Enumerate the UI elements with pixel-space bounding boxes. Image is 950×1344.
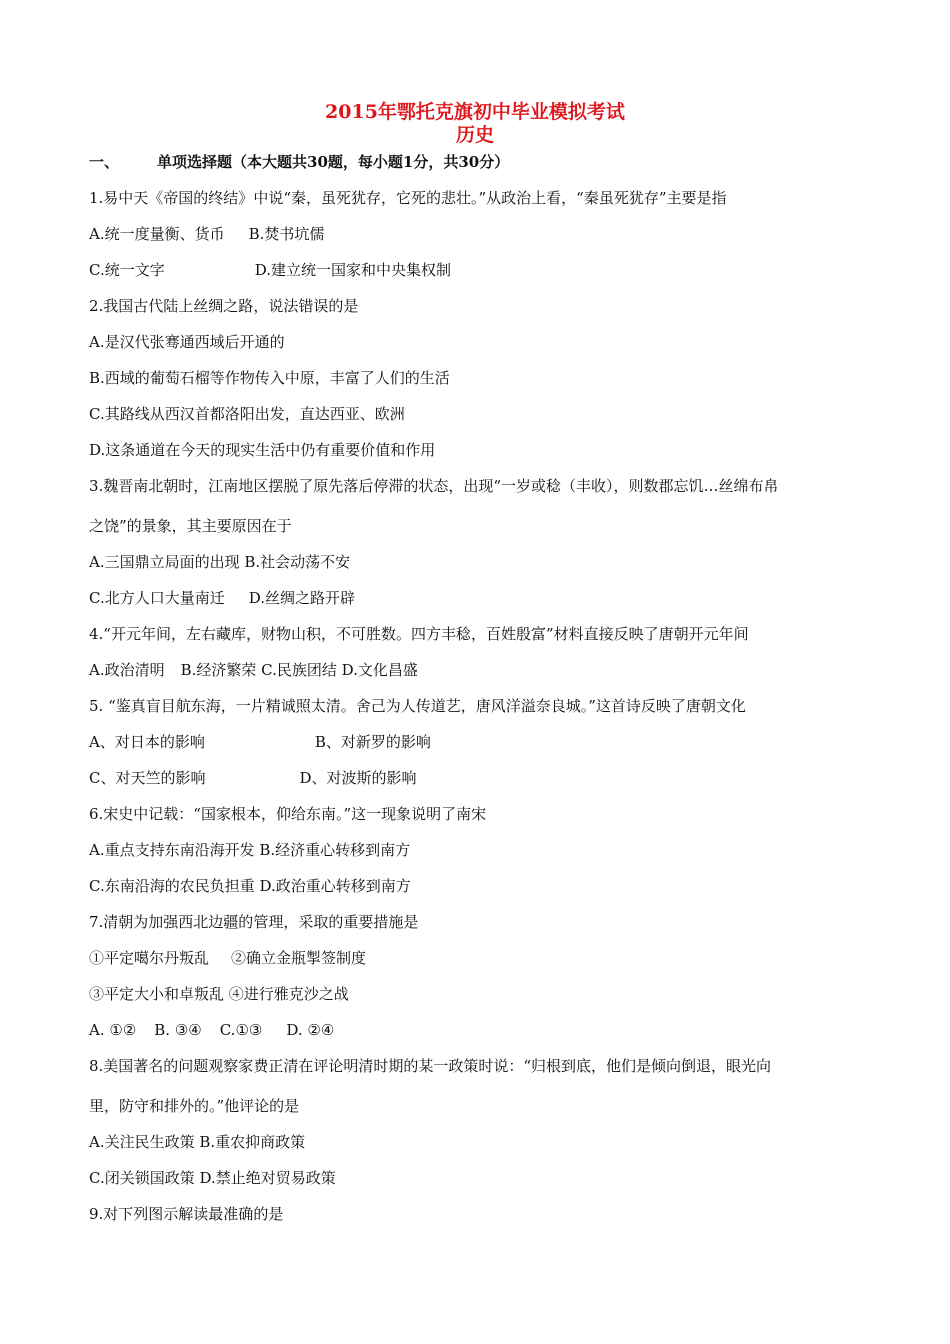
- section-number: 一、: [89, 153, 120, 171]
- item-1: ①平定噶尔丹叛乱: [89, 949, 210, 967]
- question-7-stem: 7.清朝为加强西北边疆的管理，采取的重要措施是: [89, 913, 419, 931]
- exam-subject: 历史: [455, 124, 494, 146]
- question-8-options-row-1: A.关注民生政策 B.重农抑商政策: [89, 1133, 306, 1151]
- option-a: A、对日本的影响: [89, 733, 205, 751]
- section-title: 单项选择题（本大题共30题，每小题1分，共30分）: [157, 153, 510, 171]
- question-3-options-row-2: [89, 588, 355, 608]
- question-5-stem: 5. “鉴真盲目航东海，一片精诚照太清。舍己为人传道艺，唐风洋溢奈良城。”这首诗反映了唐朝文化: [89, 697, 746, 715]
- question-4-stem: 4.“开元年间，左右藏库，财物山积，不可胜数。四方丰稔，百姓殷富”材料直接反映了唐朝开元年间: [89, 625, 749, 643]
- question-2-option-b: B.西域的葡萄石榴等作物传入中原，丰富了人们的生活: [89, 369, 450, 387]
- question-7-items-row-1: [89, 948, 366, 968]
- question-8-stem-line-1: 8.美国著名的问题观察家费正清在评论明清时期的某一政策时说：“归根到底，他们是倾向倒退，眼光向: [89, 1057, 771, 1075]
- question-8-options-row-2: C.闭关锁国政策 D.禁止绝对贸易政策: [89, 1169, 336, 1187]
- question-7-options-row: [89, 1020, 334, 1040]
- option-d: D.建立统一国家和中央集权制: [254, 261, 451, 279]
- question-6-options-row-2: C.东南沿海的农民负担重 D.政治重心转移到南方: [89, 877, 411, 895]
- option-b: B、对新罗的影响: [314, 733, 431, 751]
- option-d: D.丝绸之路开辟: [248, 589, 355, 607]
- question-2-option-c: C.其路线从西汉首都洛阳出发，直达西亚、欧洲: [89, 405, 405, 423]
- question-1-options-row-1: [89, 224, 324, 244]
- question-2-stem: 2.我国古代陆上丝绸之路，说法错误的是: [89, 297, 359, 315]
- question-6-stem: 6.宋史中记载：“国家根本，仰给东南。”这一现象说明了南宋: [89, 805, 487, 823]
- option-c: C.统一文字: [89, 261, 165, 279]
- question-5-options-row-1: [89, 732, 431, 752]
- question-3-stem-line-2: 之饶”的景象，其主要原因在于: [89, 517, 292, 535]
- exam-title: 2015年鄂托克旗初中毕业模拟考试: [325, 101, 625, 123]
- section-heading: [89, 152, 509, 172]
- question-3-options-row-1: A.三国鼎立局面的出现 B.社会动荡不安: [89, 553, 351, 571]
- question-3-stem-line-1: 3.魏晋南北朝时，江南地区摆脱了原先落后停滞的状态，出现“一岁或稔（丰收），则数郡忘饥…丝绵布帛: [89, 477, 779, 495]
- question-8-stem-line-2: 里，防守和排外的。”他评论的是: [89, 1097, 300, 1115]
- question-9-stem: 9.对下列图示解读最准确的是: [89, 1205, 284, 1223]
- option-c: C.①③: [219, 1021, 263, 1039]
- option-a: A. ①②: [89, 1021, 137, 1039]
- option-d: D、对波斯的影响: [299, 769, 417, 787]
- question-5-options-row-2: [89, 768, 417, 788]
- option-a: A.政治清明: [89, 661, 165, 679]
- question-1-options-row-2: [89, 260, 451, 280]
- question-4-options-row-1: [89, 660, 418, 680]
- option-b: B. ③④: [154, 1021, 202, 1039]
- option-d: D. ②④: [286, 1021, 335, 1039]
- option-c: C、对天竺的影响: [89, 769, 206, 787]
- option-c: C.北方人口大量南迁: [89, 589, 225, 607]
- question-6-options-row-1: A.重点支持东南沿海开发 B.经济重心转移到南方: [89, 841, 411, 859]
- option-b: B.焚书坑儒: [248, 225, 325, 243]
- item-2: ②确立金瓶掣签制度: [231, 949, 367, 967]
- question-2-option-d: D.这条通道在今天的现实生活中仍有重要价值和作用: [89, 441, 436, 459]
- option-b-c-d: B.经济繁荣 C.民族团结 D.文化昌盛: [180, 661, 418, 679]
- question-2-option-a: A.是汉代张骞通西域后开通的: [89, 333, 285, 351]
- question-1-stem: 1.易中天《帝国的终结》中说“秦，虽死犹存，它死的悲壮。”从政治上看，“秦虽死犹存”主要是指: [89, 189, 727, 207]
- option-a: A.统一度量衡、货币: [89, 225, 225, 243]
- question-7-items-row-2: ③平定大小和卓叛乱 ④进行雅克沙之战: [89, 985, 349, 1003]
